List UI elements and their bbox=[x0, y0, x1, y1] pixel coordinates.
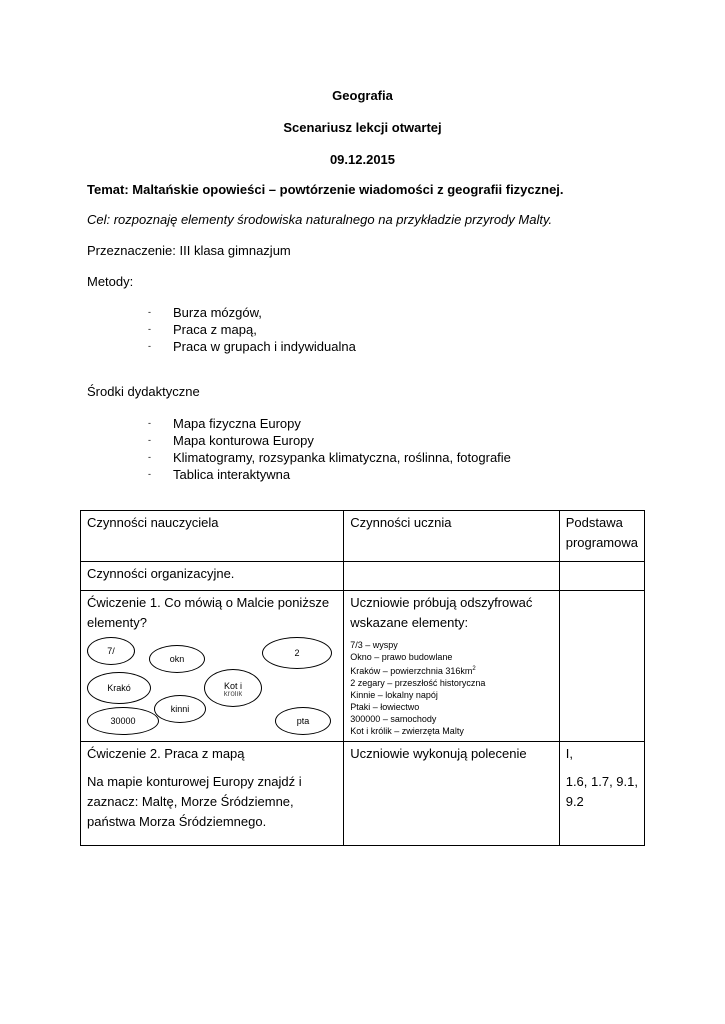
dash-bullet: - bbox=[148, 324, 151, 334]
dash-bullet: - bbox=[148, 452, 151, 462]
bubble-item: Krakó bbox=[87, 672, 151, 704]
bubble-item: okn bbox=[149, 645, 205, 673]
list-item: - Burza mózgów, bbox=[148, 305, 262, 320]
bubble-item: kinni bbox=[154, 695, 206, 723]
list-item: - Praca z mapą, bbox=[148, 322, 257, 337]
table-header-row bbox=[81, 511, 645, 562]
exercise-1-curriculum bbox=[559, 591, 644, 742]
exercise-1-student: Uczniowie próbują odszyfrować wskazane elementy: 7/3 – wyspy Okno – prawo budowlane Kraków – powierzchnia $316km^2$ 2 zegary – przeszłość historyczna Kinnie – lokalny napój Ptaki – łowiectwo 300000 – samochody Kot i królik – zwierzęta Malty bbox=[344, 591, 559, 742]
answers-list bbox=[350, 639, 552, 737]
list-item: Kraków – powierzchnia $316km^2$ bbox=[350, 666, 476, 676]
header-curriculum: Podstawa programowa bbox=[559, 511, 644, 562]
methods-label: Metody: bbox=[87, 274, 134, 289]
table-row bbox=[81, 591, 645, 742]
dash-bullet: - bbox=[148, 435, 151, 445]
list-item: - Mapa konturowa Europy bbox=[148, 433, 314, 448]
dash-bullet: - bbox=[148, 418, 151, 428]
bubble-item: 2 bbox=[262, 637, 332, 669]
dash-bullet: - bbox=[148, 469, 151, 479]
bubble-item: 7/ bbox=[87, 637, 135, 665]
row-organizational-student bbox=[344, 562, 559, 591]
list-item: Kot i królik – zwierzęta Malty bbox=[350, 726, 464, 736]
document-date: 09.12.2015 bbox=[329, 152, 396, 167]
bubble-item: 30000 bbox=[87, 707, 159, 735]
subject-title: Geografia bbox=[332, 88, 393, 103]
resources-label: Środki dydaktyczne bbox=[87, 384, 200, 399]
bubble-cut-text: królik bbox=[223, 690, 243, 696]
row-organizational-curriculum bbox=[559, 562, 644, 591]
list-item: - Klimatogramy, rozsypanka klimatyczna, roślinna, fotografie bbox=[148, 450, 511, 465]
list-item: Ptaki – łowiectwo bbox=[350, 702, 420, 712]
list-item: - Praca w grupach i indywidualna bbox=[148, 339, 356, 354]
resources-list bbox=[148, 415, 511, 483]
exercise-2-teacher: Ćwiczenie 2. Praca z mapą Na mapie konturowej Europy znajdź i zaznacz: Maltę, Morze Śródziemne, państwa Morza Śródziemnego. bbox=[81, 742, 344, 846]
header-student: Czynności ucznia bbox=[344, 511, 559, 562]
list-item: - Mapa fizyczna Europy bbox=[148, 416, 301, 431]
exercise-2-curriculum: I, 1.6, 1.7, 9.1, 9.2 bbox=[559, 742, 644, 846]
table-row bbox=[81, 742, 645, 846]
methods-list bbox=[148, 304, 356, 355]
table-row bbox=[81, 562, 645, 591]
row-organizational-teacher: Czynności organizacyjne. bbox=[81, 562, 344, 591]
bubble-item: pta bbox=[275, 707, 331, 735]
lesson-table bbox=[80, 510, 645, 846]
lesson-topic: Temat: Maltańskie opowieści – powtórzenie wiadomości z geografii fizycznej. bbox=[87, 182, 564, 197]
lesson-audience: Przeznaczenie: III klasa gimnazjum bbox=[87, 243, 291, 258]
list-item: Kinnie – lokalny napój bbox=[350, 690, 438, 700]
bubble-item: Kot i królik bbox=[204, 669, 262, 707]
bubble-puzzle bbox=[87, 637, 337, 739]
document-title: Scenariusz lekcji otwartej bbox=[283, 120, 442, 135]
list-item: 300000 – samochody bbox=[350, 714, 437, 724]
header-teacher: Czynności nauczyciela bbox=[81, 511, 344, 562]
exercise-2-student: Uczniowie wykonują polecenie bbox=[344, 742, 559, 846]
dash-bullet: - bbox=[148, 341, 151, 351]
list-item: 7/3 – wyspy bbox=[350, 640, 398, 650]
list-item: - Tablica interaktywna bbox=[148, 467, 291, 482]
lesson-goal: Cel: rozpoznaję elementy środowiska naturalnego na przykładzie przyrody Malty. bbox=[87, 212, 553, 227]
dash-bullet: - bbox=[148, 307, 151, 317]
list-item: 2 zegary – przeszłość historyczna bbox=[350, 678, 486, 688]
exercise-1-teacher: Ćwiczenie 1. Co mówią o Malcie poniższe elementy? 7/ okn 2 Krakó Kot i królik kinni 30000 pta bbox=[81, 591, 344, 742]
list-item: Okno – prawo budowlane bbox=[350, 652, 453, 662]
